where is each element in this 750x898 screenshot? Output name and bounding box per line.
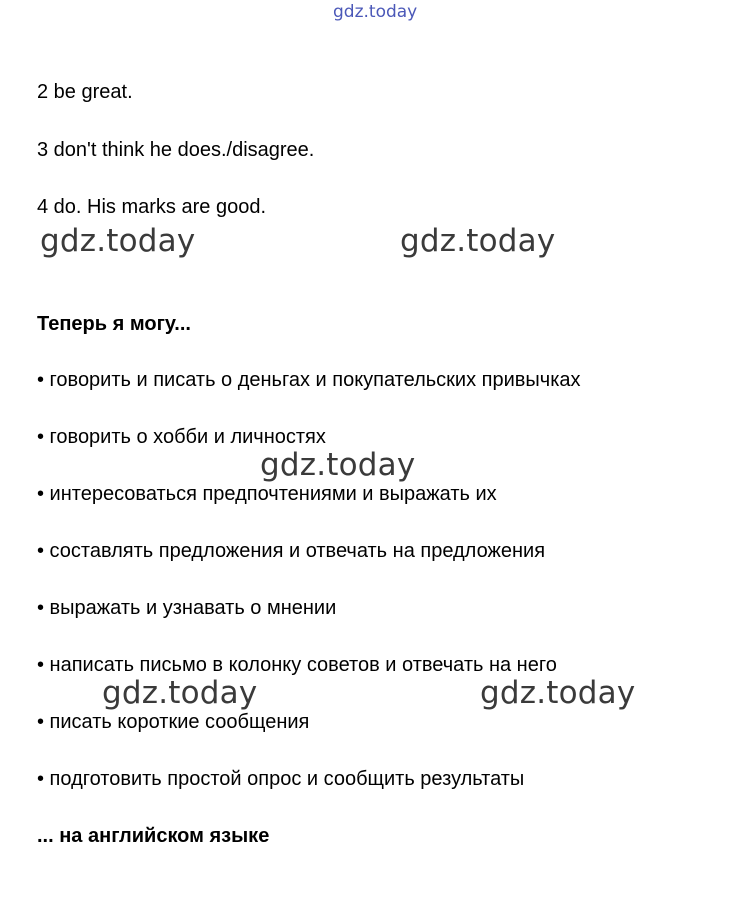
section-footer: ... на английском языке — [37, 825, 270, 847]
list-item: • интересоваться предпочтениями и выражать их — [37, 483, 497, 505]
watermark: gdz.today — [40, 223, 196, 259]
list-item: • написать письмо в колонку советов и отвечать на него — [37, 654, 557, 676]
answer-line: 3 don't think he does./disagree. — [37, 139, 315, 161]
list-item: • говорить и писать о деньгах и покупательских привычках — [37, 369, 581, 391]
list-item: • писать короткие сообщения — [37, 711, 310, 733]
list-item: • составлять предложения и отвечать на предложения — [37, 540, 546, 562]
section-heading: Теперь я могу... — [37, 313, 191, 335]
answer-line: 4 do. His marks are good. — [37, 196, 266, 218]
watermark: gdz.today — [102, 675, 258, 711]
list-item: • говорить о хобби и личностях — [37, 426, 326, 448]
watermark: gdz.today — [260, 447, 416, 483]
site-watermark-top: gdz.today — [333, 2, 418, 22]
list-item: • подготовить простой опрос и сообщить результаты — [37, 768, 525, 790]
watermark: gdz.today — [480, 675, 636, 711]
watermark: gdz.today — [400, 223, 556, 259]
answer-line: 2 be great. — [37, 81, 133, 103]
list-item: • выражать и узнавать о мнении — [37, 597, 337, 619]
